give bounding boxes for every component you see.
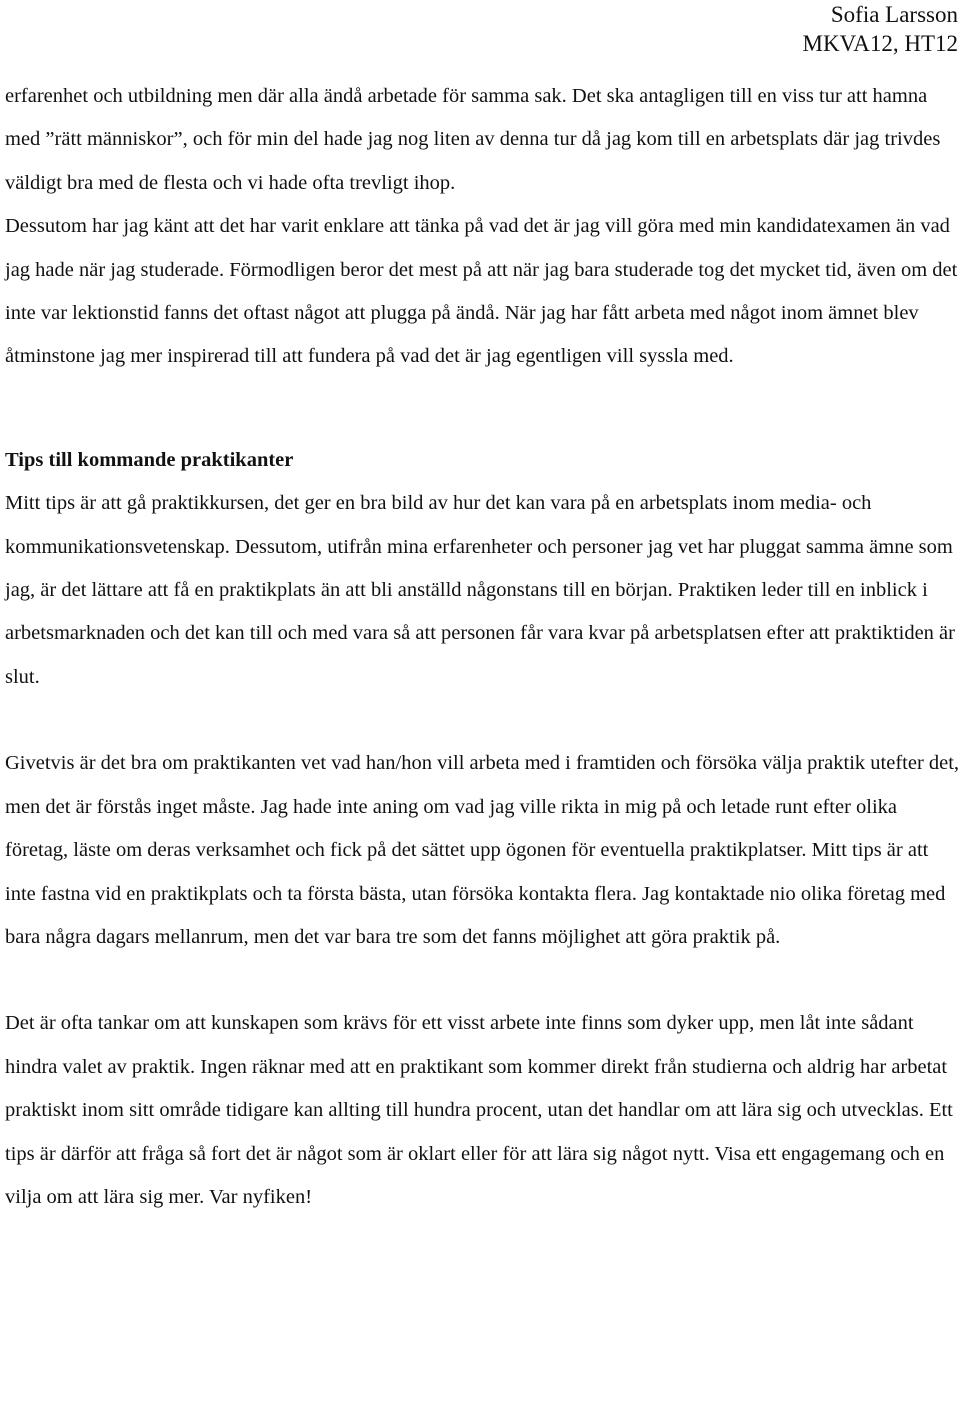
course-code: MKVA12, HT12 xyxy=(802,31,958,56)
paragraph-reflection: Dessutom har jag känt att det har varit enklare att tänka på vad det är jag vill göra med min kandidatexamen än vad jag hade när jag studerade. Förmodligen beror det mest på att när jag bara studerade tog det mycket tid, även om det inte var lektionstid fanns det oftast något att plugga på ändå. När jag har fått arbeta med något inom ämnet blev åtminstone jag mer inspirerad till att fundera på vad det är jag egentligen vill syssla med. xyxy=(5,215,958,368)
paragraph-tips-course: Mitt tips är att gå praktikkursen, det ger en bra bild av hur det kan vara på en arbetsplats inom media- och kommunikationsvetenskap. Dessutom, utifrån mina erfarenheter och personer jag vet har pluggat samma ämne som jag, är det lättare att få en praktikplats än att bli anställd någonstans till en början. Praktiken leder till en inblick i arbetsmarknaden och det kan till och med vara så att personen får vara kvar på arbetsplatsen efter att praktiktiden är slut. xyxy=(5,492,955,688)
paragraph-tips-learning: Det är ofta tankar om att kunskapen som krävs för ett visst arbete inte finns som dyker upp, men låt inte sådant hindra valet av praktik. Ingen räknar med att en praktikant som kommer direkt från studierna och aldrig har arbetat praktiskt inom sitt område tidigare kan allting till hundra procent, utan det handlar om att lära sig och utvecklas. Ett tips är därför att fråga så fort det är något som är oklart eller för att lära sig något nytt. Visa ett engagemang och en vilja om att lära sig mer. Var nyfiken! xyxy=(5,1012,953,1208)
section-heading-tips: Tips till kommande praktikanter xyxy=(5,448,294,471)
document-body xyxy=(5,75,960,1219)
paragraph-tips-choosing: Givetvis är det bra om praktikanten vet vad han/hon vill arbeta med i framtiden och försöka välja praktik utefter det, men det är förstås inget måste. Jag hade inte aning om vad jag ville rikta in mig på och letade runt efter olika företag, läste om deras verksamhet och fick på det sättet upp ögonen för eventuella praktikplatser. Mitt tips är att inte fastna vid en praktikplats och ta första bästa, utan försöka kontakta flera. Jag kontaktade nio olika företag med bara några dagars mellanrum, men det var bara tre som det fanns möjlighet att göra praktik på. xyxy=(5,752,960,948)
paragraph-experience: erfarenhet och utbildning men där alla ändå arbetade för samma sak. Det ska antagligen till en viss tur att hamna med ”rätt människor”, och för min del hade jag nog liten av denna tur då jag kom till en arbetsplats där jag trivdes väldigt bra med de flesta och vi hade ofta trevligt ihop. xyxy=(5,85,941,194)
page-header xyxy=(803,0,958,58)
author-name: Sofia Larsson xyxy=(830,2,958,27)
